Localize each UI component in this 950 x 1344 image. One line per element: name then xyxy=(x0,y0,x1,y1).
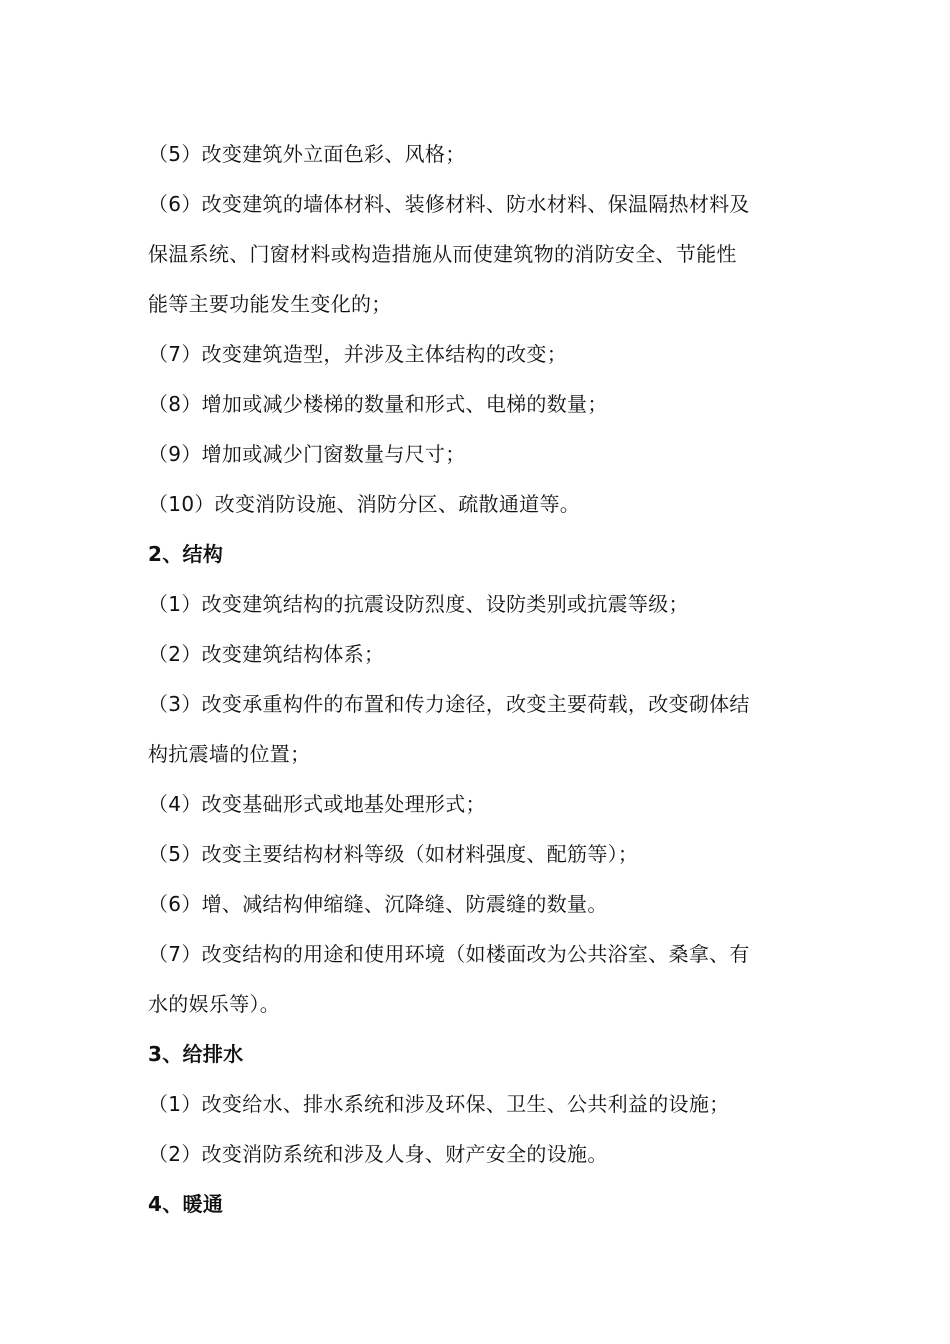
list-item: （2）改变消防系统和涉及人身、财产安全的设施。 xyxy=(148,1142,608,1166)
list-item: （7）改变建筑造型，并涉及主体结构的改变； xyxy=(148,342,568,366)
list-item: （3）改变承重构件的布置和传力途径，改变主要荷载，改变砌体结 xyxy=(148,692,750,716)
section-heading-hvac: 4、暖通 xyxy=(148,1192,224,1216)
list-item: （1）改变给水、排水系统和涉及环保、卫生、公共利益的设施； xyxy=(148,1092,730,1116)
list-item: （7）改变结构的用途和使用环境（如楼面改为公共浴室、桑拿、有 xyxy=(148,942,750,966)
list-item: （4）改变基础形式或地基处理形式； xyxy=(148,792,486,816)
list-item: （9）增加或减少门窗数量与尺寸； xyxy=(148,442,466,466)
list-item: （1）改变建筑结构的抗震设防烈度、设防类别或抗震等级； xyxy=(148,592,689,616)
list-item: （10）改变消防设施、消防分区、疏散通道等。 xyxy=(148,492,581,516)
section-heading-structure: 2、结构 xyxy=(148,542,224,566)
list-item: 构抗震墙的位置； xyxy=(148,742,311,766)
list-item: （5）改变主要结构材料等级（如材料强度、配筋等）； xyxy=(148,842,639,866)
list-item: （8）增加或减少楼梯的数量和形式、电梯的数量； xyxy=(148,392,608,416)
list-item: 水的娱乐等）。 xyxy=(148,992,281,1016)
list-item: （2）改变建筑结构体系； xyxy=(148,642,385,666)
list-item: 能等主要功能发生变化的； xyxy=(148,292,392,316)
list-item: （6）增、减结构伸缩缝、沉降缝、防震缝的数量。 xyxy=(148,892,608,916)
list-item: （6）改变建筑的墙体材料、装修材料、防水材料、保温隔热材料及 xyxy=(148,192,750,216)
section-heading-plumbing: 3、给排水 xyxy=(148,1042,244,1066)
list-item: （5）改变建筑外立面色彩、风格； xyxy=(148,142,466,166)
list-item: 保温系统、门窗材料或构造措施从而使建筑物的消防安全、节能性 xyxy=(148,242,737,266)
